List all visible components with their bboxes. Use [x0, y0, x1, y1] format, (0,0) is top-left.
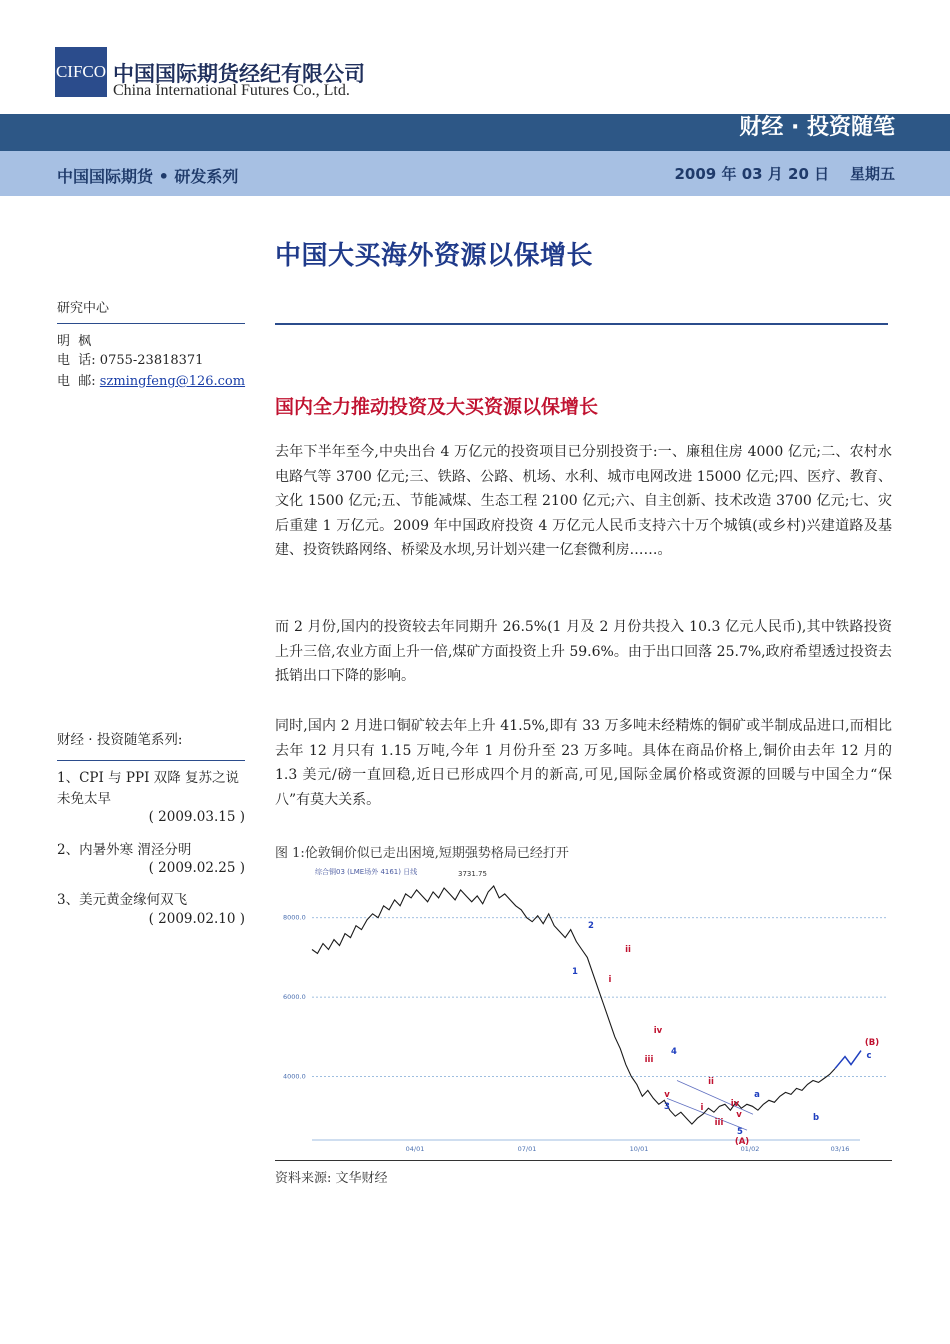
chart-title: 综合铜03 (LME场外 4161) 日线: [315, 868, 418, 876]
wave-label: v: [736, 1110, 742, 1120]
sidebar-divider: [57, 323, 245, 324]
wave-label: ii: [625, 945, 631, 955]
wave-labels: [572, 921, 879, 1147]
x-axis-labels: [406, 1145, 850, 1153]
wave-label: ii: [708, 1077, 714, 1087]
email-link[interactable]: szmingfeng@126.com: [99, 374, 246, 389]
wave-label: b: [812, 1113, 820, 1123]
series-item-title[interactable]: 2、内暑外寒 渭泾分明: [57, 842, 192, 858]
company-name-en: China International Futures Co., Ltd.: [113, 82, 350, 99]
body-paragraph: 去年下半年至今,中央出台 4 万亿元的投资项目已分别投资于:一、廉租住房 4000 亿元;二、农村水电路气等 3700 亿元;三、铁路、公路、机场、水利、城市电网改进 15000 亿元;四、医疗、教育、文化 1500 亿元;五、节能减煤、生态工程 2100 亿元;六、自主创新、技术改造 3700 亿元;七、灾后重建 1 万亿元。2009 年中国政府投资 4 万亿元人民币支持六十万个城镇(或乡村)兴建道路及基建、投资铁路网络、桥梁及水坝,另计划兴建一亿套微利房……。: [275, 444, 892, 559]
banner-title: 财经 · 投资随笔: [739, 115, 895, 140]
series-label: 中国国际期货 • 研发系列: [57, 167, 239, 186]
x-tick-label: 07/01: [517, 1145, 537, 1153]
wave-label: 2: [588, 921, 594, 931]
wave-label: a: [754, 1090, 760, 1100]
report-date: 2009 年 03 月 20 日 星期五: [674, 165, 895, 183]
company-name-cn: 中国国际期货经纪有限公司: [113, 62, 365, 86]
series-item-date: ( 2009.02.10 ): [148, 911, 245, 927]
wave-label: v: [664, 1090, 670, 1100]
wave-label: 3: [664, 1102, 670, 1112]
series-item-date: ( 2009.02.25 ): [148, 860, 245, 876]
projection-line: [835, 1051, 861, 1069]
chart-svg: [275, 862, 892, 1160]
phone-row: [57, 349, 203, 368]
y-tick-label: 6000.0: [283, 993, 306, 1002]
y-axis-labels: [283, 914, 306, 1081]
wave-label: iv: [730, 1099, 740, 1109]
wave-label: 1: [572, 967, 578, 977]
wave-label: i: [608, 975, 612, 985]
x-tick-label: 10/01: [629, 1145, 649, 1153]
chart-gridlines: [312, 918, 887, 1140]
wave-label: (B): [864, 1038, 880, 1048]
wave-label: 5: [737, 1127, 743, 1137]
y-tick-label: 4000.0: [283, 1072, 306, 1081]
email-label: 电 邮:: [57, 374, 96, 389]
body-paragraph: 同时,国内 2 月进口铜矿较去年上升 41.5%,即有 33 万多吨未经精炼的铜矿或半制成品进口,而相比去年 12 月只有 1.15 万吨,今年 1 月份升至 23 万多吨。具体在商品价格上,铜价由去年 12 月的 1.3 美元/磅一直回稳,近日已形成四个月的新高,可见,国际金属价格或资源的回暖与中国全力“保八”有莫大关系。: [275, 718, 892, 808]
price-line: [312, 886, 835, 1124]
wave-label: i: [700, 1103, 704, 1113]
title-divider: [275, 323, 888, 325]
wave-label: iii: [644, 1055, 654, 1065]
series-item-title[interactable]: 1、CPI 与 PPI 双降 复苏之说未免太早: [57, 770, 239, 807]
series-item-date: ( 2009.03.15 ): [148, 809, 245, 825]
wave-label: iii: [714, 1118, 724, 1128]
series-divider: [57, 760, 245, 761]
body-paragraph: 而 2 月份,国内的投资较去年同期升 26.5%(1 月及 2 月份共投入 10.3 亿元人民币),其中铁路投资上升三倍,农业方面上升一倍,煤矿方面投资上升 59.6%。由于出口回落 25.7%,政府希望透过投资去抵销出口下降的影响。: [275, 619, 892, 685]
copper-price-chart: [275, 862, 892, 1161]
wave-label: iv: [653, 1026, 663, 1036]
series-item-title[interactable]: 3、美元黄金缘何双飞: [57, 892, 188, 908]
series-heading: 财经 · 投资随笔系列:: [57, 732, 183, 748]
research-center-label: 研究中心: [57, 301, 110, 316]
email-row: [57, 370, 245, 389]
wave-label: (A): [734, 1137, 750, 1147]
x-tick-label: 04/01: [405, 1145, 425, 1153]
phone-label: 电 话:: [57, 353, 96, 368]
figure-caption: 图 1:伦敦铜价似已走出困境,短期强势格局已经打开: [275, 846, 569, 861]
chart-annotation: 3731.75: [458, 870, 487, 878]
section-heading: 国内全力推动投资及大买资源以保增长: [275, 396, 599, 418]
phone-number: 0755-23818371: [99, 353, 204, 368]
x-tick-label: 01/02: [740, 1145, 760, 1153]
wave-label: c: [866, 1051, 872, 1061]
source-label: 资料来源: 文华财经: [275, 1171, 388, 1186]
page-title: 中国大买海外资源以保增长: [275, 241, 594, 271]
x-tick-label: 03/16: [830, 1145, 850, 1153]
author-name: 明 枫: [57, 334, 92, 349]
wave-label: 4: [671, 1047, 677, 1057]
wave-channel-lines: [667, 1080, 753, 1130]
company-logo: CIFCO: [55, 47, 107, 97]
y-tick-label: 8000.0: [283, 913, 306, 922]
